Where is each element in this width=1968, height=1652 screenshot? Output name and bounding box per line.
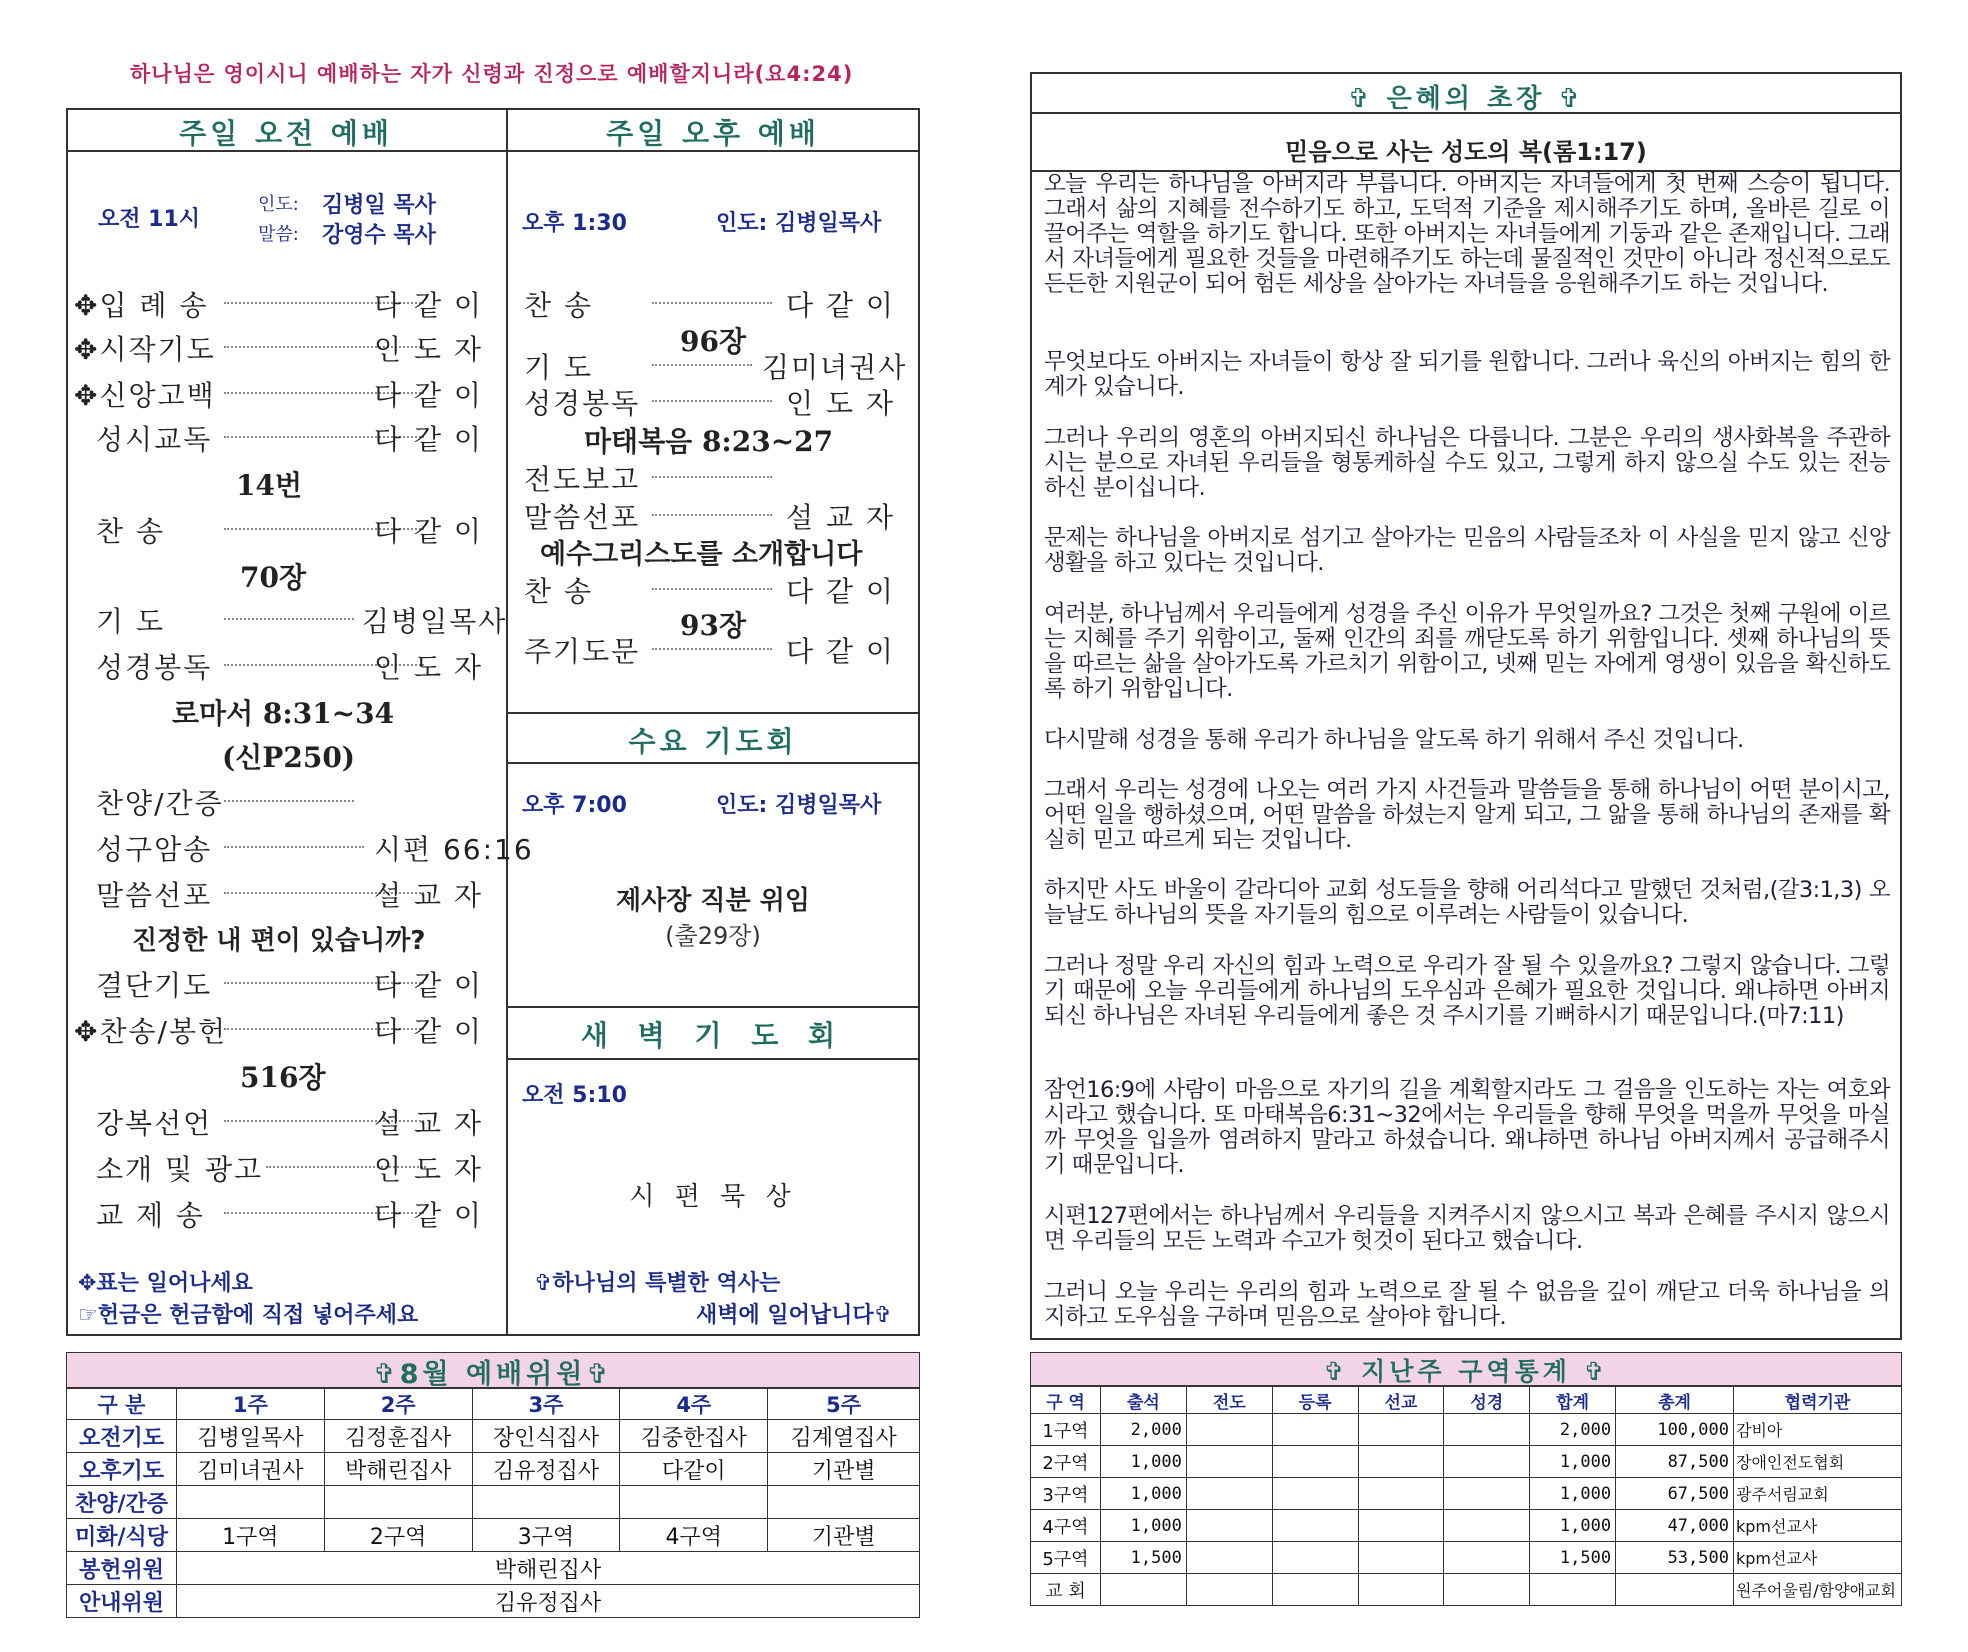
stats-bible (1444, 1478, 1530, 1510)
district-stats-table (1030, 1386, 1902, 1606)
duty-cell: 2구역 (324, 1519, 472, 1552)
stats-header-cell: 합계 (1530, 1387, 1616, 1414)
duty-row (67, 1585, 920, 1618)
duty-cell (176, 1486, 324, 1519)
duty-cell: 장인식집사 (472, 1420, 620, 1453)
sermon-paragraph: 다시말해 성경을 통해 우리가 하나님을 알도록 하기 위해서 주신 것입니다. (1044, 727, 1744, 753)
stats-registration (1272, 1542, 1358, 1574)
morning-hymn-2: 516장 (240, 1061, 326, 1094)
stats-agency: 감비아 (1733, 1414, 1901, 1446)
stats-row (1031, 1478, 1902, 1510)
stats-agency: 광주서림교회 (1733, 1478, 1901, 1510)
stats-header-cell: 전도 (1186, 1387, 1272, 1414)
stats-total (1616, 1574, 1734, 1606)
stats-header-cell: 협력기관 (1733, 1387, 1901, 1414)
stats-header-cell: 등록 (1272, 1387, 1358, 1414)
duty-cell: 기관별 (768, 1453, 920, 1486)
duty-usher-committee: 김유정집사 (176, 1585, 919, 1618)
wednesday-top-line (506, 712, 920, 714)
duty-table (66, 1388, 920, 1618)
sermon-paragraph: 문제는 하나님을 아버지로 섬기고 살아가는 믿음의 사람들조차 이 사실을 믿지 않고 신앙생활을 하고 있다는 것입니다. (1044, 525, 1890, 576)
wednesday-title-line (506, 762, 920, 764)
wednesday-title: 수요 기도회 (628, 725, 798, 758)
grace-subtitle: 믿음으로 사는 성도의 복(롬1:17) (1285, 138, 1647, 166)
stats-mission (1358, 1446, 1444, 1478)
stats-row (1031, 1510, 1902, 1542)
duty-header-cell: 4주 (620, 1389, 768, 1420)
stats-district: 1구역 (1031, 1414, 1101, 1446)
stats-district: 교 회 (1031, 1574, 1101, 1606)
stats-agency: 장애인전도협회 (1733, 1446, 1901, 1478)
stats-sum: 2,000 (1530, 1414, 1616, 1446)
duty-cell: 다같이 (620, 1453, 768, 1486)
stats-mission (1358, 1510, 1444, 1542)
duty-row (67, 1453, 920, 1486)
stats-header-cell: 출석 (1100, 1387, 1186, 1414)
afternoon-hymn-2: 93장 (680, 609, 747, 642)
duty-cell: 김유정집사 (472, 1453, 620, 1486)
sermon-paragraph: 무엇보다도 아버지는 자녀들이 항상 잘 되기를 원합니다. 그러나 육신의 아버지는 힘의 한계가 있습니다. (1044, 349, 1890, 400)
duty-row (67, 1486, 920, 1519)
stats-total: 53,500 (1616, 1542, 1734, 1574)
duty-row-label: 찬양/간증 (67, 1486, 177, 1519)
duty-header-row (67, 1389, 920, 1420)
duty-cell: 기관별 (768, 1519, 920, 1552)
duty-cell (472, 1486, 620, 1519)
morning-scripture-page: (신P250) (222, 741, 356, 774)
duty-row (67, 1519, 920, 1552)
duty-title: ✞8월 예배위원✞ (373, 1359, 613, 1390)
dawn-time: 오전 5:10 (522, 1083, 627, 1108)
morning-preacher-label: 말씀: (258, 224, 299, 245)
stats-bible (1444, 1446, 1530, 1478)
stats-registration (1272, 1574, 1358, 1606)
duty-cell: 박해린집사 (324, 1453, 472, 1486)
stats-sum: 1,500 (1530, 1542, 1616, 1574)
afternoon-sermon-title: 예수그리스도를 소개합니다 (540, 539, 863, 570)
stats-title: ✞ 지난주 구역통계 ✞ (1323, 1357, 1609, 1386)
duty-header-cell: 1주 (176, 1389, 324, 1420)
stats-evangelism (1186, 1510, 1272, 1542)
stats-evangelism (1186, 1446, 1272, 1478)
afternoon-leader: 인도: 김병일목사 (716, 211, 882, 236)
stats-registration (1272, 1446, 1358, 1478)
sermon-paragraph: 하지만 사도 바울이 갈라디아 교회 성도들을 향해 어리석다고 말했던 것처럼,(갈3:1,3) 오늘날도 하나님의 뜻을 자기들의 힘으로 이루려는 사람들이 있습니다. (1044, 877, 1890, 928)
stats-mission (1358, 1478, 1444, 1510)
duty-header-cell: 2주 (324, 1389, 472, 1420)
stats-row (1031, 1542, 1902, 1574)
wednesday-reference: (출29장) (665, 922, 761, 950)
sermon-paragraph: 그래서 우리는 성경에 나오는 여러 가지 사건들과 말씀들을 통해 하나님이 어떤 분이시고, 어떤 일을 행하셨으며, 어떤 말씀을 하셨는지 알게 되고, 그 앎을 통해 하나님의 존재를 확실히 믿고 따르게 되는 것입니다. (1044, 777, 1890, 853)
morning-leader-label: 인도: (258, 194, 299, 215)
morning-preacher: 강영수 목사 (322, 223, 436, 248)
stats-attendance: 1,500 (1100, 1542, 1186, 1574)
stats-mission (1358, 1414, 1444, 1446)
stats-evangelism (1186, 1478, 1272, 1510)
duty-header-cell: 구 분 (67, 1389, 177, 1420)
stats-agency: 원주어울림/함양애교회 (1733, 1574, 1901, 1606)
dawn-title-line (506, 1058, 920, 1060)
duty-cell (620, 1486, 768, 1519)
stats-mission (1358, 1574, 1444, 1606)
duty-cell: 김정훈집사 (324, 1420, 472, 1453)
duty-header-cell: 5주 (768, 1389, 920, 1420)
stats-sum (1530, 1574, 1616, 1606)
morning-leader: 김병일 목사 (322, 193, 436, 218)
stats-district: 3구역 (1031, 1478, 1101, 1510)
stats-sum: 1,000 (1530, 1446, 1616, 1478)
afternoon-time: 오후 1:30 (522, 211, 627, 236)
duty-row-label: 봉헌위원 (67, 1552, 177, 1585)
stats-attendance: 2,000 (1100, 1414, 1186, 1446)
grace-title: ✞ 은혜의 초장 ✞ (1347, 84, 1585, 114)
stats-header-cell: 선교 (1358, 1387, 1444, 1414)
stats-total: 87,500 (1616, 1446, 1734, 1478)
stats-attendance: 1,000 (1100, 1510, 1186, 1542)
stats-total: 47,000 (1616, 1510, 1734, 1542)
duty-cell (768, 1486, 920, 1519)
duty-header-cell: 3주 (472, 1389, 620, 1420)
stats-district: 4구역 (1031, 1510, 1101, 1542)
header-verse: 하나님은 영이시니 예배하는 자가 신령과 진정으로 예배할지니라(요4:24) (130, 62, 854, 86)
duty-row (67, 1552, 920, 1585)
stats-header-cell: 구 역 (1031, 1387, 1101, 1414)
duty-cell (324, 1486, 472, 1519)
stats-header-cell: 성경 (1444, 1387, 1530, 1414)
stats-evangelism (1186, 1574, 1272, 1606)
duty-row (67, 1420, 920, 1453)
stats-sum: 1,000 (1530, 1510, 1616, 1542)
duty-row-label: 안내위원 (67, 1585, 177, 1618)
stats-agency: kpm선교사 (1733, 1542, 1901, 1574)
stats-row (1031, 1574, 1902, 1606)
stats-registration (1272, 1478, 1358, 1510)
stats-bible (1444, 1574, 1530, 1606)
stats-bible (1444, 1510, 1530, 1542)
morning-hymn-1: 70장 (240, 561, 307, 594)
wednesday-leader: 인도: 김병일목사 (716, 793, 882, 818)
dawn-topic: 시 편 묵 상 (629, 1182, 797, 1212)
duty-row-label: 오전기도 (67, 1420, 177, 1453)
stats-bible (1444, 1414, 1530, 1446)
stats-mission (1358, 1542, 1444, 1574)
dawn-top-line (506, 1006, 920, 1008)
stats-bible (1444, 1542, 1530, 1574)
sermon-paragraph: 잠언16:9에 사람이 마음으로 자기의 길을 계획할지라도 그 걸음을 인도하는 자는 여호와시라고 했습니다. 또 마태복음6:31~32에서는 우리들을 향해 무엇을 먹을까 무엇을 마실까 무엇을 입을까 염려하지 말라고 하셨습니다. 왜냐하면 하나님 아버지께서 공급해주시기 때문입니다. (1044, 1077, 1890, 1178)
sermon-paragraph: 시편127편에서는 하나님께서 우리들을 지켜주시지 않으시고 복과 은혜를 주시지 않으시면 우리들의 모든 노력과 수고가 헛것이 된다고 했습니다. (1044, 1203, 1890, 1254)
sermon-paragraph: 그러나 우리의 영혼의 아버지되신 하나님은 다릅니다. 그분은 우리의 생사화복을 주관하시는 분으로 자녀된 우리들을 형통케하실 수도 있고, 그렇게 하지 않으실 수도 있는 전능하신 분이십니다. (1044, 425, 1890, 501)
morning-time: 오전 11시 (98, 207, 201, 232)
duty-cell: 김계열집사 (768, 1420, 920, 1453)
stats-registration (1272, 1414, 1358, 1446)
afternoon-hymn-1: 96장 (680, 325, 747, 358)
duty-row-label: 미화/식당 (67, 1519, 177, 1552)
wednesday-time: 오후 7:00 (522, 793, 627, 818)
duty-cell: 3구역 (472, 1519, 620, 1552)
standing-note: ✥표는 일어나세요 (78, 1271, 253, 1296)
dawn-title: 새 벽 기 도 회 (580, 1019, 846, 1052)
duty-offering-committee: 박해린집사 (176, 1552, 919, 1585)
offering-note: ☞헌금은 헌금함에 직접 넣어주세요 (78, 1303, 419, 1328)
duty-cell: 4구역 (620, 1519, 768, 1552)
stats-attendance: 1,000 (1100, 1478, 1186, 1510)
stats-sum: 1,000 (1530, 1478, 1616, 1510)
afternoon-service-title: 주일 오후 예배 (606, 117, 820, 150)
morning-scripture: 로마서 8:31~34 (172, 697, 395, 730)
stats-attendance: 1,000 (1100, 1446, 1186, 1478)
dawn-note-line2: 새벽에 일어납니다✞ (696, 1303, 893, 1328)
stats-total: 67,500 (1616, 1478, 1734, 1510)
stats-header-cell: 총계 (1616, 1387, 1734, 1414)
wednesday-topic: 제사장 직분 위임 (616, 886, 810, 916)
morning-hymn-reading: 14번 (236, 469, 303, 502)
stats-attendance (1100, 1574, 1186, 1606)
dawn-note-line1: ✞하나님의 특별한 역사는 (534, 1271, 781, 1296)
duty-cell: 김중한집사 (620, 1420, 768, 1453)
stats-evangelism (1186, 1414, 1272, 1446)
stats-district: 5구역 (1031, 1542, 1101, 1574)
stats-total: 100,000 (1616, 1414, 1734, 1446)
morning-service-title: 주일 오전 예배 (179, 117, 393, 150)
stats-registration (1272, 1510, 1358, 1542)
duty-row-label: 오후기도 (67, 1453, 177, 1486)
stats-evangelism (1186, 1542, 1272, 1574)
morning-sermon-title: 진정한 내 편이 있습니까? (132, 926, 426, 956)
duty-cell: 김병일목사 (176, 1420, 324, 1453)
sermon-paragraph: 그러나 정말 우리 자신의 힘과 노력으로 우리가 잘 될 수 있을까요? 그렇지 않습니다. 그렇기 때문에 오늘 우리들에게 하나님의 도우심과 은혜가 필요한 것입니다. 왜냐하면 아버지되신 하나님은 자녀된 우리들에게 좋은 것 주시기를 기뻐하시기 때문입니다.(마7:11) (1044, 953, 1890, 1029)
stats-row (1031, 1414, 1902, 1446)
stats-agency: kpm선교사 (1733, 1510, 1901, 1542)
sermon-paragraph: 그러니 오늘 우리는 우리의 힘과 노력으로 잘 될 수 없음을 깊이 깨닫고 더욱 하나님을 의지하고 도우심을 구하며 믿음으로 살아야 합니다. (1044, 1279, 1890, 1330)
afternoon-scripture: 마태복음 8:23~27 (584, 425, 834, 458)
sermon-paragraph: 오늘 우리는 하나님을 아버지라 부릅니다. 아버지는 자녀들에게 첫 번째 스승이 됩니다. 그래서 삶의 지혜를 전수하기도 하고, 도덕적 기준을 제시해주기도 하며, 올바른 길로 이끌어주는 역할을 하기도 합니다. 또한 아버지는 자녀들에게 기둥과 같은 존재입니다. 그래서 자녀들에게 필요한 것들을 마련해주기도 하는데 물질적인 것만이 아니라 정신적으로도 든든한 지원군이 되어 험든 세상을 살아가는 자녀들을 응원해주기도 하는 것입니다. (1044, 171, 1890, 297)
stats-header-row (1031, 1387, 1902, 1414)
stats-district: 2구역 (1031, 1446, 1101, 1478)
duty-cell: 김미녀권사 (176, 1453, 324, 1486)
sermon-paragraph: 여러분, 하나님께서 우리들에게 성경을 주신 이유가 무엇일까요? 그것은 첫째 구원에 이르는 지혜를 주기 위함이고, 둘째 인간의 죄를 깨닫도록 하기 위함입니다. 셋째 하나님의 뜻을 따르는 삶을 살아가도록 가르치기 위함이고, 넷째 믿는 자에게 영생이 있음을 확신하도록 하기 위함입니다. (1044, 601, 1890, 702)
stats-row (1031, 1446, 1902, 1478)
duty-cell: 1구역 (176, 1519, 324, 1552)
